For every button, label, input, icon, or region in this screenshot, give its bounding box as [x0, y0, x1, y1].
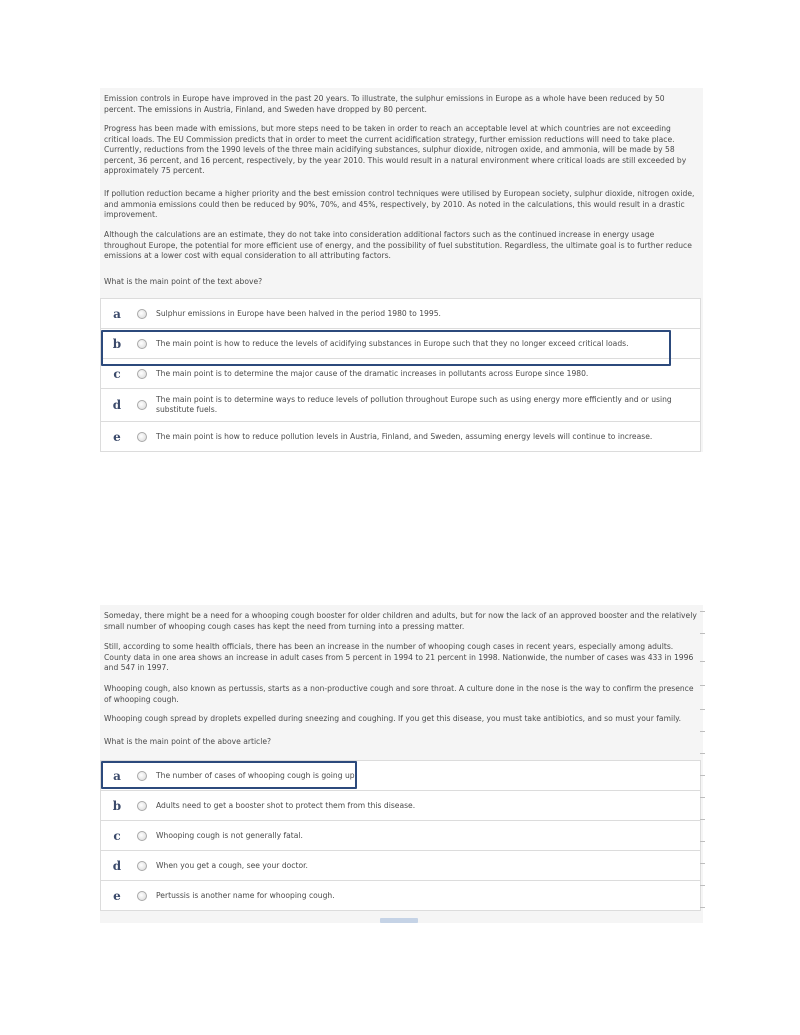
radio-button[interactable] [137, 400, 147, 410]
radio-button[interactable] [137, 801, 147, 811]
question-prompt: What is the main point of the text above? [104, 277, 263, 286]
option-letter: a [113, 768, 121, 783]
radio-button[interactable] [137, 369, 147, 379]
passage-paragraph: Whooping cough spread by droplets expelled during sneezing and coughing. If you get this disease, you must take antibiotics, and so must your family. [104, 714, 682, 723]
question-panel-2 [100, 605, 703, 923]
radio-button[interactable] [137, 831, 147, 841]
passage-paragraph: Still, according to some health officials, there has been an increase in the number of whooping cough cases in recent years, especially among adults. County data in one area shows an increase in adult cases from 5 percent in 1994 to 21 percent in 1998. Nationwide, the number of cases was 433 in 1996 and 547 in 1997. [104, 642, 694, 673]
option-b[interactable] [101, 791, 700, 821]
passage-paragraph: Although the calculations are an estimate, they do not take into consideration additional factors such as the continued increase in energy usage throughout Europe, the potential for more efficient use of energy, and the possibility of fuel substitution. Regardless, the ultimate goal is to further reduce emissions at a lower cost with equal consideration to all attributing factors. [104, 230, 692, 261]
option-text: Sulphur emissions in Europe have been halved in the period 1980 to 1995. [156, 308, 441, 318]
option-text: The number of cases of whooping cough is going up. [156, 770, 358, 780]
radio-button[interactable] [137, 339, 147, 349]
option-text: The main point is to determine the major cause of the dramatic increases in pollutants across Europe since 1980. [156, 368, 589, 378]
option-letter: e [113, 429, 121, 444]
option-d[interactable] [101, 389, 700, 422]
option-letter: c [113, 366, 121, 381]
option-text: When you get a cough, see your doctor. [156, 860, 308, 870]
radio-button[interactable] [137, 432, 147, 442]
answer-options [100, 760, 701, 911]
passage-paragraph: If pollution reduction became a higher priority and the best emission control techniques were utilised by European society, sulphur dioxide, nitrogen oxide, and ammonia emissions could then be reduced by 90%, 70%, and 45%, respectively, by 2010. As noted in the calculations, this would result in a drastic improvement. [104, 189, 695, 220]
option-text: The main point is how to reduce pollution levels in Austria, Finland, and Sweden, assuming energy levels will continue to increase. [156, 431, 653, 441]
option-text: The main point is to determine ways to reduce levels of pollution throughout Europe such as using energy more efficiently and or using substitute fuels. [156, 395, 672, 414]
radio-button[interactable] [137, 309, 147, 319]
option-letter: a [113, 306, 121, 321]
radio-button[interactable] [137, 891, 147, 901]
option-e[interactable] [101, 422, 700, 451]
passage-paragraph: Progress has been made with emissions, but more steps need to be taken in order to reach an acceptable level at which countries are not exceeding critical loads. The EU Commission predicts that in order to meet the current acidification strategy, further emission reductions will need to take place. Currently, reductions from the 1990 levels of the three main acidifying substances, sulphur dioxide, nitrogen oxide, and ammonia, will be made by 58 percent, 36 percent, and 16 percent, respectively, by the year 2010. This would result in a natural environment where critical loads are still exceeded by approximately 75 percent. [104, 124, 687, 176]
option-letter: e [113, 888, 121, 903]
passage-paragraph: Whooping cough, also known as pertussis, starts as a non-productive cough and sore throat. A culture done in the nose is the way to confirm the presence of whooping cough. [104, 684, 694, 704]
option-c[interactable] [101, 359, 700, 389]
edge-tick-marks [700, 611, 706, 917]
option-text: Adults need to get a booster shot to protect them from this disease. [156, 800, 416, 810]
answer-options [100, 298, 701, 452]
option-text: Whooping cough is not generally fatal. [156, 830, 303, 840]
option-letter: b [112, 336, 122, 351]
option-text: The main point is how to reduce the levels of acidifying substances in Europe such that they no longer exceed critical loads. [156, 338, 629, 348]
radio-button[interactable] [137, 771, 147, 781]
passage-paragraph: Someday, there might be a need for a whooping cough booster for older children and adults, but for now the lack of an approved booster and the relatively small number of whooping cough cases has kept the need from turning into a pressing matter. [104, 611, 697, 631]
question-panel-1 [100, 88, 703, 452]
option-e[interactable] [101, 881, 700, 910]
option-d[interactable] [101, 851, 700, 881]
option-a[interactable] [101, 299, 700, 329]
option-c[interactable] [101, 821, 700, 851]
option-letter: b [112, 798, 122, 813]
option-b[interactable] [101, 329, 700, 359]
option-letter: d [112, 398, 122, 412]
option-letter: d [112, 858, 122, 873]
option-a[interactable] [101, 761, 700, 791]
radio-button[interactable] [137, 861, 147, 871]
question-prompt: What is the main point of the above article? [104, 737, 272, 746]
scroll-handle[interactable] [380, 918, 418, 923]
option-text: Pertussis is another name for whooping cough. [156, 890, 335, 900]
passage-paragraph: Emission controls in Europe have improved in the past 20 years. To illustrate, the sulphur emissions in Europe as a whole have been reduced by 50 percent. The emissions in Austria, Finland, and Sweden have dropped by 80 percent. [104, 94, 665, 114]
option-letter: c [113, 828, 121, 843]
